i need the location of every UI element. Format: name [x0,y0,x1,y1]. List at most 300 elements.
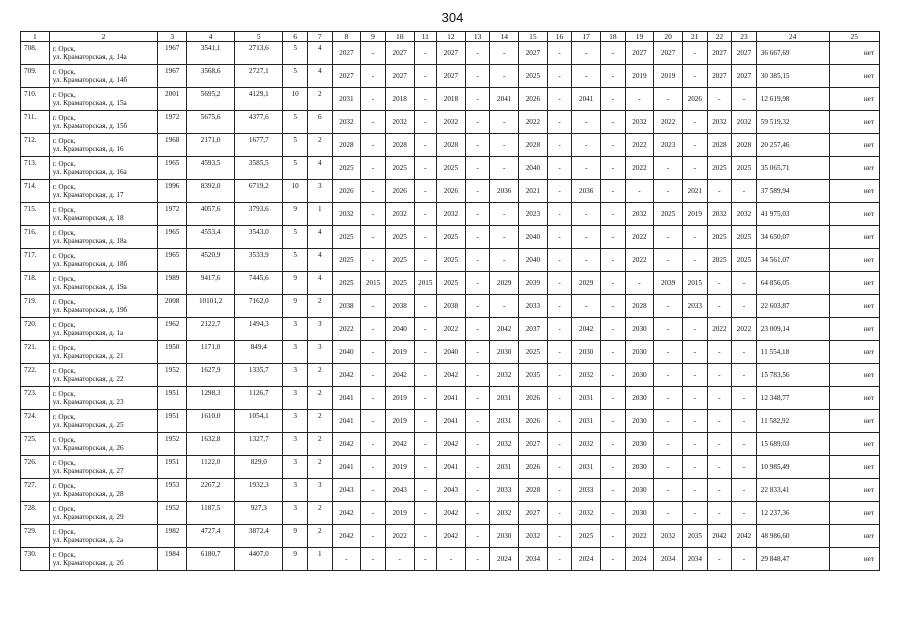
table-cell: 2019 [385,387,414,410]
table-cell: - [547,134,572,157]
column-header-1: 1 [21,32,50,42]
row-number-cell: 718. [21,272,50,295]
table-cell: - [361,318,386,341]
table-cell: - [572,203,601,226]
table-cell: 1967 [158,42,187,65]
row-number-cell: 727. [21,479,50,502]
table-cell: 2025 [732,249,757,272]
table-cell: 1187,5 [187,502,235,525]
address-cell: г. Орск, ул. Краматорская, д. 16а [49,157,158,180]
table-cell: 2042 [707,525,732,548]
status-cell: нет [829,226,879,249]
table-row [21,88,880,111]
table-cell: 10101,2 [187,295,235,318]
table-cell: 2032 [625,203,654,226]
table-cell: - [707,548,732,571]
table-cell: 2025 [437,226,466,249]
table-cell: 2022 [385,525,414,548]
table-row [21,456,880,479]
table-cell: 2028 [437,134,466,157]
table-cell: 2028 [332,134,361,157]
table-cell: 2032 [385,203,414,226]
status-cell: нет [829,318,879,341]
table-cell: - [547,249,572,272]
table-cell: 2032 [437,203,466,226]
table-cell: - [547,203,572,226]
table-cell: 1950 [158,341,187,364]
table-cell: 2025 [332,157,361,180]
row-number-cell: 728. [21,502,50,525]
status-cell: нет [829,65,879,88]
table-cell: 9417,6 [187,272,235,295]
table-cell: 2025 [437,249,466,272]
column-number-header [21,32,880,42]
table-cell: - [601,456,626,479]
table-cell: 1951 [158,387,187,410]
table-cell: 2042 [332,502,361,525]
table-cell: - [547,387,572,410]
table-cell: - [682,249,707,272]
table-cell: 3 [283,387,308,410]
table-cell: 2022 [625,525,654,548]
table-cell: - [601,111,626,134]
table-cell: - [465,180,490,203]
table-cell: - [414,88,437,111]
table-cell: 2043 [437,479,466,502]
table-cell: - [654,479,683,502]
column-header-13: 13 [465,32,490,42]
table-cell: - [601,226,626,249]
table-cell: 3 [307,180,332,203]
table-cell: 2040 [437,341,466,364]
status-cell: нет [829,203,879,226]
table-cell: - [625,272,654,295]
row-number-cell: 722. [21,364,50,387]
table-cell: - [465,249,490,272]
table-cell: 2025 [385,157,414,180]
table-cell: 2040 [519,226,548,249]
table-cell: - [732,502,757,525]
table-cell: 3793,6 [235,203,283,226]
status-cell: нет [829,502,879,525]
table-cell: - [732,180,757,203]
row-number-cell: 709. [21,65,50,88]
table-cell: 2031 [332,88,361,111]
table-cell: 4407,0 [235,548,283,571]
table-cell: 2041 [332,456,361,479]
table-cell: - [707,456,732,479]
table-cell: - [654,387,683,410]
table-cell: 2 [307,387,332,410]
table-cell: - [707,180,732,203]
table-cell: - [361,88,386,111]
table-cell: - [414,456,437,479]
table-cell: 2028 [519,134,548,157]
table-cell: 2032 [654,525,683,548]
table-cell: 4520,9 [187,249,235,272]
column-header-5: 5 [235,32,283,42]
column-header-19: 19 [625,32,654,42]
cost-cell: 10 985,49 [756,456,829,479]
address-cell: г. Орск, ул. Краматорская, д. 28 [49,479,158,502]
table-cell: - [361,433,386,456]
table-cell: - [414,42,437,65]
table-cell: 2027 [519,433,548,456]
table-cell: - [601,272,626,295]
table-body [21,42,880,571]
table-row [21,272,880,295]
table-cell: 2027 [707,65,732,88]
column-header-10: 10 [385,32,414,42]
table-cell: 2042 [490,318,519,341]
table-cell: 2025 [519,65,548,88]
cost-cell: 34 650,07 [756,226,829,249]
table-cell: 3585,5 [235,157,283,180]
table-cell: 1952 [158,433,187,456]
row-number-cell: 712. [21,134,50,157]
column-header-8: 8 [332,32,361,42]
table-cell: 2267,2 [187,479,235,502]
table-cell: 927,3 [235,502,283,525]
address-cell: г. Орск, ул. Краматорская, д. 15б [49,111,158,134]
table-cell: 2032 [437,111,466,134]
table-cell: 2041 [437,456,466,479]
row-number-cell: 720. [21,318,50,341]
table-cell: 2042 [332,525,361,548]
table-cell: 2040 [519,249,548,272]
table-cell: - [654,456,683,479]
table-cell: 2015 [361,272,386,295]
table-cell: - [654,226,683,249]
table-cell: 2042 [385,433,414,456]
table-cell: 1972 [158,203,187,226]
table-cell: 2030 [625,318,654,341]
table-cell: 2039 [519,272,548,295]
table-cell: 2042 [332,364,361,387]
table-cell: 2008 [158,295,187,318]
table-cell: 2022 [732,318,757,341]
table-cell: 2026 [682,88,707,111]
table-cell: - [601,479,626,502]
status-cell: нет [829,479,879,502]
status-cell: нет [829,249,879,272]
table-cell: - [654,88,683,111]
cost-cell: 41 975,03 [756,203,829,226]
table-cell: - [601,341,626,364]
address-cell: г. Орск, ул. Краматорская, д. 14б [49,65,158,88]
table-cell: - [465,318,490,341]
table-cell: - [490,203,519,226]
table-cell: 2 [307,295,332,318]
table-cell: 2025 [332,249,361,272]
table-cell: - [707,433,732,456]
table-cell: - [361,525,386,548]
table-cell: - [361,548,386,571]
table-cell: - [601,88,626,111]
table-cell: 1965 [158,226,187,249]
table-cell: - [490,249,519,272]
table-cell: - [490,42,519,65]
table-cell: - [601,180,626,203]
table-row [21,226,880,249]
table-cell: - [414,65,437,88]
table-cell: 1335,7 [235,364,283,387]
table-row [21,180,880,203]
table-cell: 2032 [519,525,548,548]
table-cell: - [601,65,626,88]
table-cell: 1610,0 [187,410,235,433]
table-cell: 1962 [158,318,187,341]
table-cell: 5 [283,134,308,157]
table-cell: 5 [283,65,308,88]
cost-cell: 22 833,41 [756,479,829,502]
table-row [21,410,880,433]
cost-cell: 64 856,05 [756,272,829,295]
table-cell: 2040 [332,341,361,364]
table-cell: - [601,134,626,157]
table-cell: 2032 [490,502,519,525]
table-cell: 2026 [519,456,548,479]
table-cell: 2032 [385,111,414,134]
table-cell: 2021 [682,180,707,203]
table-row [21,433,880,456]
table-cell: 3872,4 [235,525,283,548]
table-cell: 4727,4 [187,525,235,548]
table-cell: - [707,410,732,433]
table-cell: 2026 [385,180,414,203]
table-cell: - [490,226,519,249]
table-cell: - [682,456,707,479]
table-cell: 2019 [625,65,654,88]
table-cell: 6180,7 [187,548,235,571]
table-cell: 4553,4 [187,226,235,249]
table-cell: 2030 [625,479,654,502]
table-cell: - [414,180,437,203]
table-cell: 6 [307,111,332,134]
table-cell: 4 [307,157,332,180]
table-cell: 2033 [519,295,548,318]
table-row [21,318,880,341]
table-cell: - [707,341,732,364]
table-cell: 9 [283,203,308,226]
cost-cell: 29 848,47 [756,548,829,571]
row-number-cell: 711. [21,111,50,134]
table-row [21,65,880,88]
table-cell: 10 [283,180,308,203]
table-cell: - [414,341,437,364]
table-cell: 1627,9 [187,364,235,387]
row-number-cell: 710. [21,88,50,111]
table-cell: - [732,387,757,410]
table-cell: 2028 [732,134,757,157]
column-header-3: 3 [158,32,187,42]
table-cell: 5 [283,157,308,180]
column-header-12: 12 [437,32,466,42]
table-cell: 3 [283,318,308,341]
table-cell: - [465,65,490,88]
table-cell: - [361,157,386,180]
table-cell: 2015 [682,272,707,295]
cost-cell: 20 257,46 [756,134,829,157]
table-cell: - [414,548,437,571]
table-cell: - [601,157,626,180]
table-cell: - [625,180,654,203]
table-row [21,525,880,548]
table-cell: - [361,42,386,65]
table-cell: - [601,433,626,456]
table-cell: 2033 [572,479,601,502]
column-header-14: 14 [490,32,519,42]
table-cell: - [707,387,732,410]
table-cell: 2030 [625,364,654,387]
table-cell: - [547,295,572,318]
table-cell: - [465,341,490,364]
table-cell: 2041 [572,88,601,111]
table-cell: 9 [283,548,308,571]
status-cell: нет [829,88,879,111]
table-cell: 2027 [385,42,414,65]
table-cell: - [465,479,490,502]
cost-cell: 15 689,03 [756,433,829,456]
table-cell: 2 [307,410,332,433]
table-cell: - [361,203,386,226]
table-cell: 2028 [707,134,732,157]
table-cell: 2019 [654,65,683,88]
table-cell: 2029 [490,272,519,295]
table-cell: - [361,134,386,157]
row-number-cell: 714. [21,180,50,203]
table-cell: - [437,548,466,571]
table-cell: - [572,295,601,318]
table-cell: - [465,525,490,548]
table-cell: 2043 [332,479,361,502]
table-cell: - [547,272,572,295]
status-cell: нет [829,387,879,410]
column-header-18: 18 [601,32,626,42]
table-cell: 1952 [158,502,187,525]
table-cell: - [361,410,386,433]
table-cell: - [732,456,757,479]
table-cell: 2042 [437,433,466,456]
table-cell: - [732,364,757,387]
table-cell: 2031 [572,410,601,433]
table-cell: - [465,433,490,456]
table-cell: 2 [307,134,332,157]
table-cell: 3 [307,479,332,502]
cost-cell: 36 667,69 [756,42,829,65]
table-cell: 5 [283,42,308,65]
table-cell: - [601,548,626,571]
table-cell: 2022 [332,318,361,341]
table-cell: - [465,364,490,387]
table-cell: - [654,180,683,203]
table-cell: 2040 [385,318,414,341]
table-cell: - [465,502,490,525]
table-cell: - [572,42,601,65]
table-cell: - [732,433,757,456]
table-cell: 4 [307,226,332,249]
status-cell: нет [829,111,879,134]
table-cell: 4 [307,272,332,295]
table-cell: - [414,134,437,157]
status-cell: нет [829,364,879,387]
table-cell: - [547,548,572,571]
table-cell: - [547,111,572,134]
table-cell: 2032 [332,111,361,134]
table-cell: - [414,479,437,502]
table-cell: 2022 [437,318,466,341]
table-cell: 2041 [490,88,519,111]
table-cell: 1967 [158,65,187,88]
table-cell: 3 [283,341,308,364]
address-cell: г. Орск, ул. Краматорская, д. 25 [49,410,158,433]
table-cell: 2025 [385,272,414,295]
table-row [21,111,880,134]
table-cell: 3 [283,479,308,502]
table-cell: 3 [283,502,308,525]
table-cell: 2030 [490,341,519,364]
table-cell: 5 [283,111,308,134]
table-cell: - [572,134,601,157]
table-cell: 2027 [732,42,757,65]
table-cell: 1965 [158,249,187,272]
table-cell: 2032 [572,433,601,456]
row-number-cell: 729. [21,525,50,548]
table-cell: 2 [307,502,332,525]
row-number-cell: 725. [21,433,50,456]
table-cell: - [654,502,683,525]
table-cell: - [414,364,437,387]
table-cell: - [414,111,437,134]
table-cell: - [361,249,386,272]
status-cell: нет [829,134,879,157]
table-cell: 2042 [385,364,414,387]
address-cell: г. Орск, ул. Краматорская, д. 16 [49,134,158,157]
status-cell: нет [829,157,879,180]
table-cell: 2034 [654,548,683,571]
address-cell: г. Орск, ул. Краматорская, д. 1а [49,318,158,341]
table-cell: 849,4 [235,341,283,364]
table-cell: - [547,410,572,433]
table-cell: 2038 [385,295,414,318]
table-cell: 2019 [385,341,414,364]
table-cell: 2027 [385,65,414,88]
table-cell: - [547,525,572,548]
table-cell: 7445,6 [235,272,283,295]
table-cell: 9 [283,272,308,295]
row-number-cell: 721. [21,341,50,364]
status-cell: нет [829,180,879,203]
table-cell: 2030 [625,341,654,364]
table-cell: 2022 [625,249,654,272]
table-cell: 2 [307,525,332,548]
table-cell: - [682,410,707,433]
table-cell: 2022 [707,318,732,341]
table-cell: - [465,157,490,180]
table-cell: 2025 [732,157,757,180]
table-cell: 2037 [519,318,548,341]
table-cell: 2026 [437,180,466,203]
table-cell: 2025 [385,249,414,272]
table-cell: - [682,157,707,180]
table-cell: 3 [283,410,308,433]
table-cell: 5 [283,226,308,249]
table-cell: - [682,134,707,157]
table-cell: - [490,111,519,134]
table-cell: 2023 [654,134,683,157]
table-cell: - [490,157,519,180]
table-cell: - [682,226,707,249]
